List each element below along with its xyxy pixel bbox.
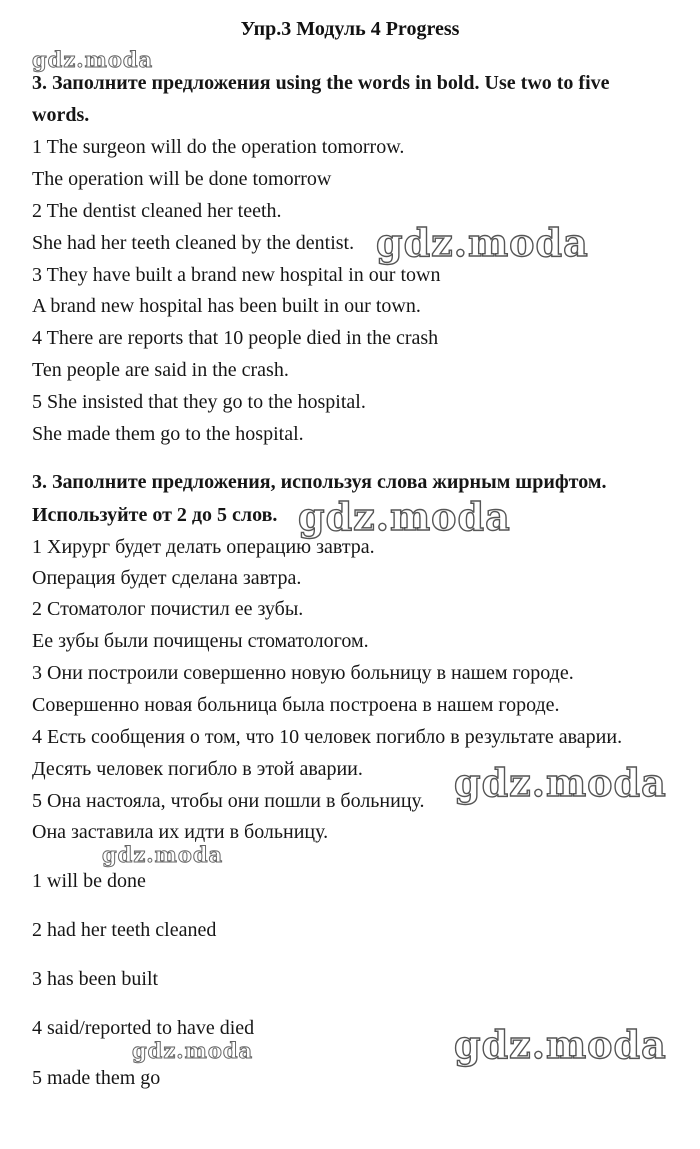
english-task-heading-cont: words.	[32, 104, 90, 126]
russian-line: 1 Хирург будет делать операцию завтра.	[32, 536, 375, 558]
english-line: 2 The dentist cleaned her teeth.	[32, 200, 282, 222]
answer-item: 1 will be done	[32, 870, 146, 892]
watermark-logo: gdz.moda	[298, 494, 511, 539]
english-line: 1 The surgeon will do the operation tomorrow.	[32, 136, 405, 158]
russian-line: 3 Они построили совершенно новую больницу в нашем городе.	[32, 662, 574, 684]
russian-line: Она заставила их идти в больницу.	[32, 821, 329, 843]
english-line: 3 They have built a brand new hospital in our town	[32, 264, 441, 286]
watermark-logo: gdz.moda	[454, 1022, 667, 1067]
english-line: A brand new hospital has been built in our town.	[32, 295, 421, 317]
english-task-heading: 3. Заполните предложения using the words in bold. Use two to five	[32, 72, 610, 94]
russian-task-heading-cont: Используйте от 2 до 5 слов.	[32, 504, 278, 526]
russian-line: Операция будет сделана завтра.	[32, 567, 302, 589]
russian-task-heading: 3. Заполните предложения, используя слова жирным шрифтом.	[32, 471, 607, 493]
russian-line: Десять человек погибло в этой аварии.	[32, 758, 363, 780]
russian-line: Ее зубы были почищены стоматологом.	[32, 630, 369, 652]
answer-item: 3 has been built	[32, 968, 159, 990]
russian-line: 4 Есть сообщения о том, что 10 человек погибло в результате аварии.	[32, 726, 623, 748]
watermark-logo: gdz.moda	[376, 220, 589, 265]
answer-item: 2 had her teeth cleaned	[32, 919, 217, 941]
watermark-logo: gdz.moda	[454, 760, 667, 805]
russian-line: 2 Стоматолог почистил ее зубы.	[32, 598, 304, 620]
watermark-logo: gdz.moda	[102, 842, 224, 867]
english-line: The operation will be done tomorrow	[32, 168, 332, 190]
english-line: Ten people are said in the crash.	[32, 359, 289, 381]
answer-item: 4 said/reported to have died	[32, 1017, 255, 1039]
watermark-logo: gdz.moda	[32, 47, 154, 72]
english-line: 4 There are reports that 10 people died in the crash	[32, 327, 439, 349]
english-line: She had her teeth cleaned by the dentist.	[32, 232, 355, 254]
answer-item: 5 made them go	[32, 1067, 161, 1089]
page-title: Упр.3 Модуль 4 Progress	[240, 18, 460, 40]
english-line: She made them go to the hospital.	[32, 423, 304, 445]
english-line: 5 She insisted that they go to the hospital.	[32, 391, 366, 413]
watermark-logo: gdz.moda	[132, 1038, 254, 1063]
russian-line: 5 Она настояла, чтобы они пошли в больницу.	[32, 790, 425, 812]
russian-line: Совершенно новая больница была построена в нашем городе.	[32, 694, 560, 716]
